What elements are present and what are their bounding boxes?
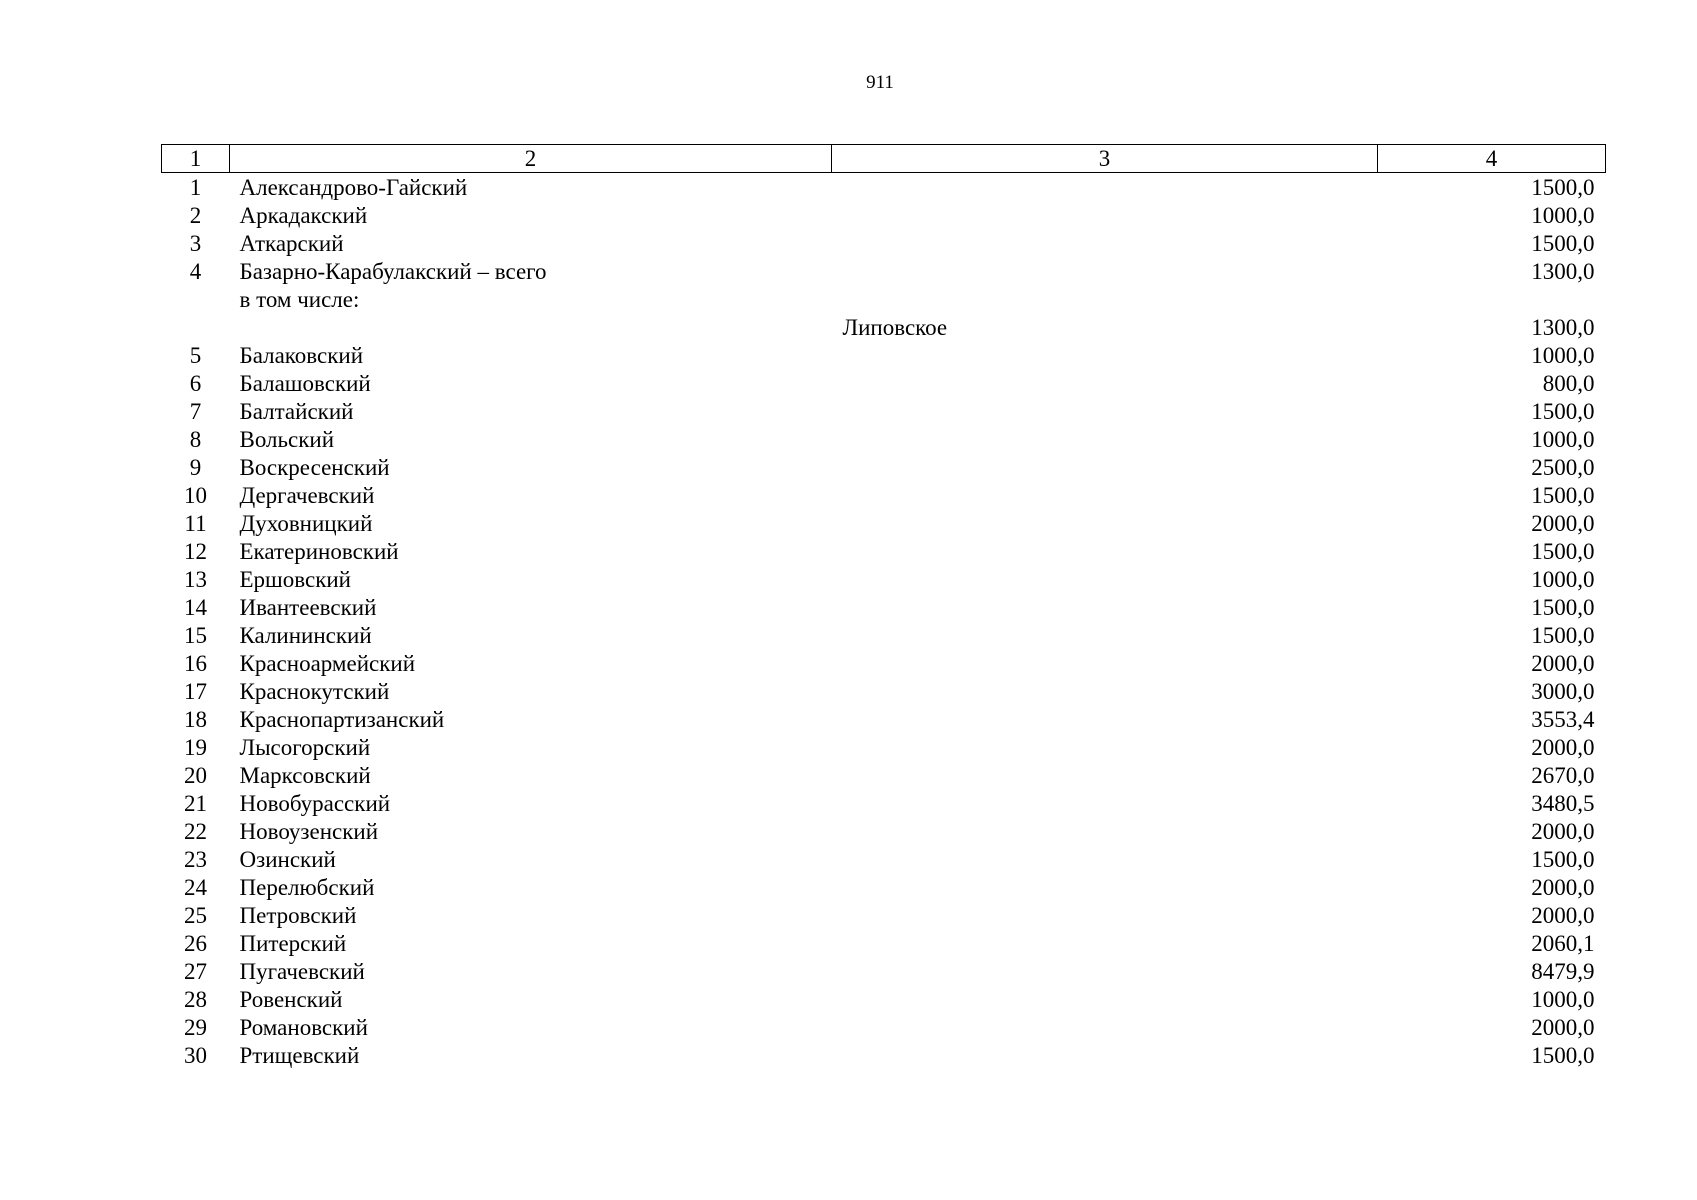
amount-value: 1000,0 [1531,987,1595,1012]
row-number: 30 [184,1043,207,1068]
row-number: 20 [184,763,207,788]
district-name: Перелюбский [239,875,375,900]
amount-value: 800,0 [1542,371,1595,396]
amount-value: 2000,0 [1531,875,1595,900]
table-row [162,846,1606,874]
district-name: Духовницкий [239,511,373,536]
row-number: 28 [184,987,207,1012]
subrow-number [162,314,230,342]
row-number: 13 [184,567,207,592]
table-row [162,790,1606,818]
settlement-cell [832,678,1378,706]
amount-value: 1500,0 [1531,231,1595,256]
table-body [162,173,1606,1071]
table-row [162,538,1606,566]
amount-value: 1500,0 [1531,399,1595,424]
settlement-cell [832,762,1378,790]
district-name: Балтайский [239,399,354,424]
table-row [162,958,1606,986]
district-name: Лысогорский [239,735,371,760]
settlement-cell [832,986,1378,1014]
row-number: 9 [189,455,202,480]
amount-value: 2000,0 [1531,511,1595,536]
district-name: Ровенский [239,987,343,1012]
district-name: Вольский [239,427,335,452]
district-name: Балаковский [239,343,364,368]
table-row [162,230,1606,258]
amount-value: 1500,0 [1531,539,1595,564]
row-number: 16 [184,651,207,676]
table-row [162,762,1606,790]
table-row [162,1014,1606,1042]
settlement-cell [832,538,1378,566]
district-name: Новоузенский [239,819,379,844]
district-name: Воскресенский [239,455,390,480]
row-number: 24 [184,875,207,900]
district-name: Балашовский [239,371,371,396]
district-name: Краснокутский [239,679,390,704]
row-number: 22 [184,819,207,844]
amount-value: 1000,0 [1531,427,1595,452]
row-number: 2 [189,203,202,228]
district-name: Новобурасский [239,791,391,816]
settlement-cell [832,706,1378,734]
row-number: 3 [189,231,202,256]
district-name: Аткарский [239,231,344,256]
row-number: 14 [184,595,207,620]
district-name: Петровский [239,903,357,928]
district-name: Питерский [239,931,347,956]
district-name: Калининский [239,623,372,648]
header-col-1: 1 [162,145,230,173]
district-name [230,258,832,314]
amount-value: 1000,0 [1531,567,1595,592]
table-row [162,258,1606,314]
row-number: 19 [184,735,207,760]
settlement-cell [832,398,1378,426]
amount-value: 2670,0 [1531,763,1595,788]
settlement-cell [832,454,1378,482]
amount-value: 1500,0 [1531,847,1595,872]
settlement-cell [832,173,1378,203]
table-row [162,426,1606,454]
row-number: 29 [184,1015,207,1040]
settlement-cell [832,342,1378,370]
district-name: Александрово-Гайский [239,175,468,200]
district-name: Ивантеевский [239,595,377,620]
table-row [162,173,1606,203]
table-row [162,594,1606,622]
amount-value: 3553,4 [1531,707,1595,732]
settlement-cell [832,930,1378,958]
amount-value: 1300,0 [1531,259,1595,284]
row-number: 6 [189,371,202,396]
table-row [162,370,1606,398]
settlement-cell [832,1014,1378,1042]
header-row [162,145,1606,173]
table-row [162,874,1606,902]
amount-value: 2000,0 [1531,1015,1595,1040]
table-row [162,930,1606,958]
table-row [162,706,1606,734]
settlement-cell [832,818,1378,846]
district-name: Романовский [239,1015,368,1040]
table-subrow [162,314,1606,342]
header-col-2: 2 [230,145,832,173]
settlement-cell [832,258,1378,314]
amount-value: 2000,0 [1531,819,1595,844]
district-table [161,144,1606,1070]
row-number: 17 [184,679,207,704]
settlement-cell [832,902,1378,930]
amount-value: 1500,0 [1531,623,1595,648]
district-name: Аркадакский [239,203,368,228]
district-name: Екатериновский [239,539,399,564]
settlement-cell [832,1042,1378,1070]
district-name: Марксовский [239,763,371,788]
amount-value: 2500,0 [1531,455,1595,480]
district-name: Краснопартизанский [239,707,445,732]
table-row [162,454,1606,482]
row-number: 26 [184,931,207,956]
table-row [162,510,1606,538]
row-number: 25 [184,903,207,928]
row-number: 7 [189,399,202,424]
amount-value: 1000,0 [1531,343,1595,368]
row-number: 8 [189,427,202,452]
settlement-value: 1300,0 [1531,315,1595,340]
table-row [162,566,1606,594]
settlement-cell [832,846,1378,874]
table-row [162,734,1606,762]
amount-value: 2000,0 [1531,651,1595,676]
row-number: 18 [184,707,207,732]
amount-value: 3000,0 [1531,679,1595,704]
settlement-cell [832,594,1378,622]
district-name: Ершовский [239,567,351,592]
row-number: 21 [184,791,207,816]
district-name: Красноармейский [239,651,415,676]
settlement-cell [832,790,1378,818]
table-row [162,342,1606,370]
row-number: 10 [184,483,207,508]
settlement-cell [832,426,1378,454]
row-number: 23 [184,847,207,872]
subrow-district [230,314,832,342]
amount-value: 1000,0 [1531,203,1595,228]
table-row [162,678,1606,706]
amount-value: 2060,1 [1531,931,1595,956]
settlement-cell [832,734,1378,762]
amount-value: 1500,0 [1531,175,1595,200]
settlement-cell [832,650,1378,678]
district-name-note: в том числе: [239,287,360,312]
settlement-cell [832,202,1378,230]
settlement-cell [832,370,1378,398]
table-row [162,902,1606,930]
row-number: 4 [189,259,202,284]
amount-value: 1500,0 [1531,1043,1595,1068]
settlement-cell [832,482,1378,510]
table-row [162,650,1606,678]
header-col-4: 4 [1378,145,1606,173]
row-number: 15 [184,623,207,648]
settlement-name: Липовское [842,315,948,340]
amount-value: 1500,0 [1531,483,1595,508]
page-number: 911 [866,72,894,93]
row-number: 11 [184,511,207,536]
amount-value: 2000,0 [1531,903,1595,928]
header-col-3: 3 [832,145,1378,173]
settlement-cell [832,566,1378,594]
settlement-cell [832,958,1378,986]
table-row [162,622,1606,650]
district-name: Озинский [239,847,336,872]
table-header [162,145,1606,173]
amount-value: 3480,5 [1531,791,1595,816]
district-name: Ртищевский [239,1043,360,1068]
table-row [162,818,1606,846]
row-number: 5 [189,343,202,368]
settlement-cell [832,230,1378,258]
district-name: Дергачевский [239,483,375,508]
row-number: 27 [184,959,207,984]
district-name: Пугачевский [239,959,365,984]
row-number: 12 [184,539,207,564]
settlement-cell [832,874,1378,902]
amount-value: 8479,9 [1531,959,1595,984]
row-number: 1 [189,175,202,200]
district-name-text: Базарно-Карабулакский – всего [239,259,547,284]
table-row [162,482,1606,510]
table-row [162,986,1606,1014]
amount-value: 2000,0 [1531,735,1595,760]
amount-value: 1500,0 [1531,595,1595,620]
table-row [162,398,1606,426]
table-row [162,202,1606,230]
settlement-cell [832,622,1378,650]
table-row [162,1042,1606,1070]
settlement-cell [832,510,1378,538]
